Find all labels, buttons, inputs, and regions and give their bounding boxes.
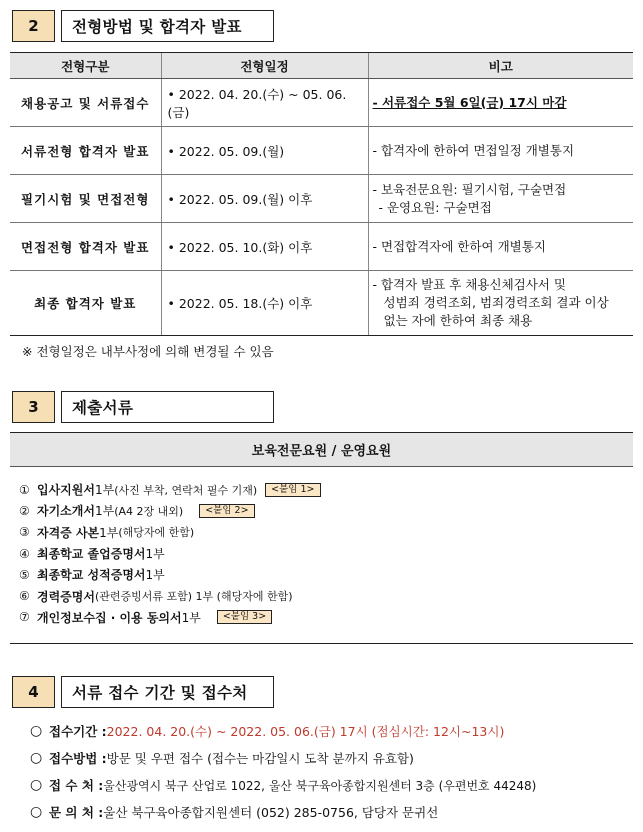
row-note (368, 175, 633, 223)
note-line: - 운영요원: 구술면접 (378, 199, 492, 215)
header-date: 전형일정 (161, 53, 368, 79)
item-name: 자격증 사본 (37, 525, 100, 540)
item-number: ④ (19, 546, 30, 561)
row-date: • 2022. 05. 10.(화) 이후 (161, 223, 368, 271)
note-line: 없는 자에 한하여 최종 채용 (383, 313, 533, 328)
info-period (30, 722, 504, 740)
table-row (10, 127, 633, 175)
section-4-header (12, 676, 274, 708)
item-note: (해당자에 한함) (118, 526, 195, 540)
list-item (19, 607, 633, 628)
item-detail: 1부 (94, 504, 115, 519)
item-name: 경력증명서 (37, 589, 95, 604)
item-number: ⑦ (19, 610, 30, 625)
section-4-number: 4 (12, 676, 55, 708)
row-date: • 2022. 05. 18.(수) 이후 (161, 271, 368, 336)
circle-bullet-icon: ○ (30, 750, 43, 766)
documents-list (10, 467, 633, 628)
section-2-title: 전형방법 및 합격자 발표 (61, 10, 274, 42)
section-2-number: 2 (12, 10, 55, 42)
item-number: ⑥ (19, 589, 30, 604)
note-line: 성범죄 경력조회, 범죄경력조회 결과 이상 (383, 295, 609, 310)
list-item (19, 564, 633, 585)
row-date: • 2022. 05. 09.(월) 이후 (161, 175, 368, 223)
circle-bullet-icon: ○ (30, 804, 43, 820)
item-detail: 1부 (181, 610, 201, 625)
item-note: (A4 2장 내외) (114, 504, 184, 518)
section-3-title: 제출서류 (61, 391, 274, 423)
table-row (10, 271, 633, 336)
item-name: 개인정보수집 · 이용 동의서 (37, 610, 182, 625)
section-3-header (12, 391, 274, 423)
item-number: ① (19, 482, 30, 497)
item-number: ② (19, 503, 30, 518)
info-label: 문 의 처 : (49, 805, 104, 820)
info-value: 울산 북구육아종합지원센터 (052) 285-0756, 담당자 문귀선 (103, 805, 439, 820)
attachment-tag: <붙임 3> (217, 610, 272, 624)
documents-header: 보육전문요원 / 운영요원 (10, 433, 633, 467)
item-name: 자기소개서 (37, 504, 95, 519)
circle-bullet-icon: ○ (30, 777, 43, 793)
list-item (19, 585, 633, 606)
item-name: 입사지원서 (37, 483, 95, 498)
row-category: 최종 합격자 발표 (10, 271, 161, 336)
attachment-tag: <붙임 2> (199, 504, 254, 518)
section-2-header (12, 10, 274, 42)
table-row (10, 223, 633, 271)
schedule-footnote: ※ 전형일정은 내부사정에 의해 변경될 수 있음 (22, 344, 274, 359)
info-contact (30, 803, 438, 821)
schedule-header-row (10, 53, 633, 79)
row-date: • 2022. 04. 20.(수) ~ 05. 06.(금) (161, 79, 368, 127)
row-category: 채용공고 및 서류접수 (10, 79, 161, 127)
header-note: 비고 (368, 53, 633, 79)
item-name: 최종학교 성적증명서 (37, 568, 146, 583)
table-row (10, 175, 633, 223)
row-category: 필기시험 및 면접전형 (10, 175, 161, 223)
circle-bullet-icon: ○ (30, 723, 43, 739)
item-number: ⑤ (19, 567, 30, 582)
item-detail: 1부 (99, 525, 119, 540)
info-label: 접수기간 : (49, 724, 107, 739)
info-value: 울산광역시 북구 산업로 1022, 울산 북구육아종합지원센터 3층 (우편번호 44248) (103, 778, 537, 793)
section-3-number: 3 (12, 391, 55, 423)
documents-table (10, 432, 633, 644)
list-item (19, 543, 633, 564)
row-note (368, 79, 633, 127)
attachment-tag: <붙임 1> (265, 483, 320, 497)
deadline-note: - 서류접수 5월 6일(금) 17시 마감 (372, 94, 567, 110)
row-note: - 합격자에 한하여 면접일정 개별통지 (368, 127, 633, 175)
item-number: ③ (19, 525, 30, 540)
info-value: 2022. 04. 20.(수) ~ 2022. 05. 06.(금) 17시 (점심시간: 12시~13시) (106, 724, 505, 739)
note-line: - 보육전문요원: 필기시험, 구술면접 (372, 181, 567, 197)
row-date: • 2022. 05. 09.(월) (161, 127, 368, 175)
item-note: (관련증빙서류 포함) 1부 (해당자에 한함) (94, 590, 293, 604)
item-detail: 1부 (94, 483, 115, 498)
info-method (30, 749, 414, 767)
item-name: 최종학교 졸업증명서 (37, 547, 146, 562)
header-category: 전형구분 (10, 53, 161, 79)
row-note: - 면접합격자에 한하여 개별통지 (368, 223, 633, 271)
info-label: 접 수 처 : (49, 778, 104, 793)
item-note: (사진 부착, 연락처 필수 기재) (114, 483, 258, 497)
info-label: 접수방법 : (49, 751, 107, 766)
row-category: 면접전형 합격자 발표 (10, 223, 161, 271)
info-location (30, 776, 536, 794)
list-item (19, 500, 633, 521)
table-row (10, 79, 633, 127)
info-value: 방문 및 우편 접수 (접수는 마감일시 도착 분까지 유효함) (106, 751, 414, 766)
list-item (19, 479, 633, 500)
item-detail: 1부 (145, 568, 165, 583)
section-4-title: 서류 접수 기간 및 접수처 (61, 676, 274, 708)
list-item (19, 522, 633, 543)
item-detail: 1부 (145, 547, 165, 562)
row-note (368, 271, 633, 336)
note-line: - 합격자 발표 후 채용신체검사서 및 (372, 277, 566, 292)
schedule-table (10, 52, 633, 336)
row-category: 서류전형 합격자 발표 (10, 127, 161, 175)
